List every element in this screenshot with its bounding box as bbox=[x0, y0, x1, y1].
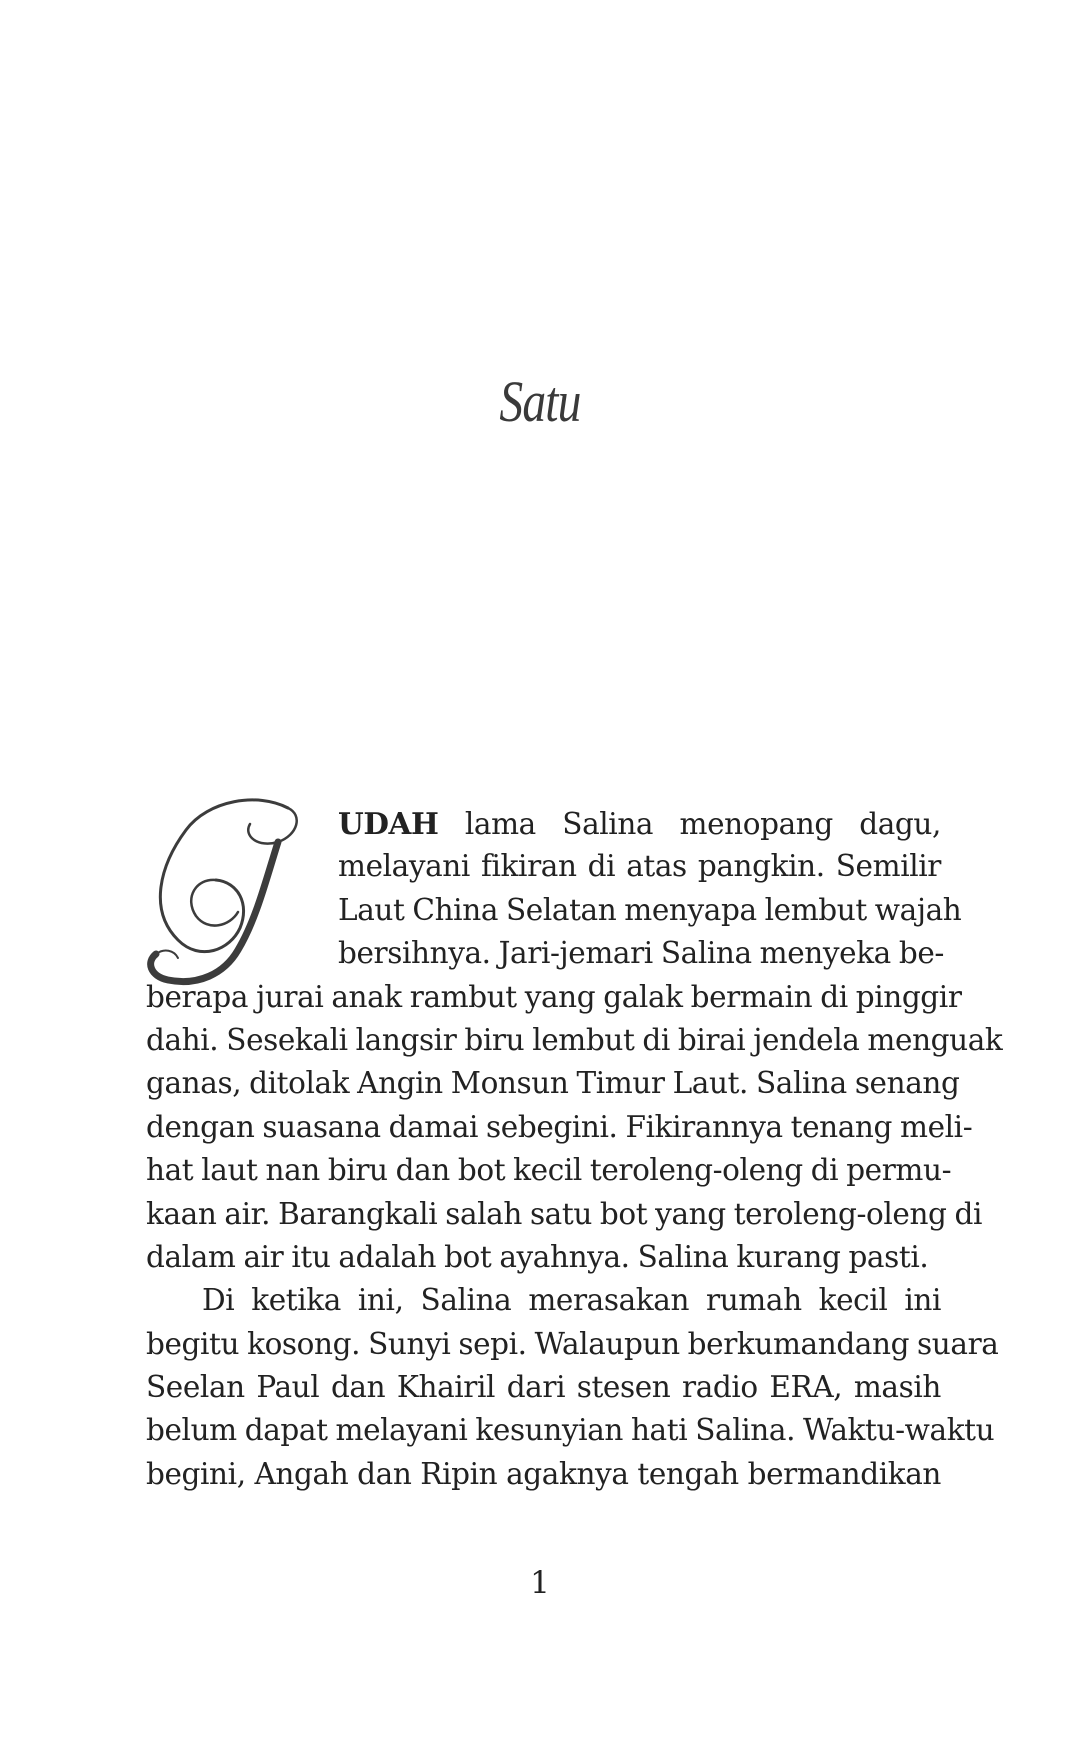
body-text bbox=[146, 802, 1003, 1496]
text-line: dalam air itu adalah bot ayahnya. Salina kurang pasti. bbox=[146, 1239, 929, 1274]
text-line: begini, Angah dan Ripin agaknya tengah bermandikan bbox=[146, 1456, 941, 1491]
text-line: dahi. Sesekali langsir biru lembut di birai jendela menguak bbox=[146, 1022, 1003, 1057]
text-line: bersihnya. Jari-jemari Salina menyeka be- bbox=[338, 936, 944, 971]
chapter-title: Satu bbox=[499, 369, 581, 434]
text-line: hat laut nan biru dan bot kecil teroleng-oleng di permu- bbox=[146, 1153, 952, 1188]
text-line: begitu kosong. Sunyi sepi. Walaupun berkumandang suara bbox=[146, 1326, 999, 1361]
text-fragment: lama Salina menopang dagu, bbox=[464, 807, 941, 841]
text-line: Di ketika ini, Salina merasakan rumah kecil ini bbox=[202, 1283, 941, 1318]
text-line: dengan suasana damai sebegini. Fikirannya tenang meli- bbox=[146, 1109, 973, 1144]
text-line bbox=[338, 802, 941, 845]
text-line: Laut China Selatan menyapa lembut wajah bbox=[338, 892, 962, 927]
lead-word: UDAH bbox=[338, 806, 439, 841]
text-line: kaan air. Barangkali salah satu bot yang teroleng-oleng di bbox=[146, 1196, 983, 1231]
text-line: melayani fikiran di atas pangkin. Semilir bbox=[338, 849, 941, 884]
text-line: belum dapat melayani kesunyian hati Salina. Waktu-waktu bbox=[146, 1413, 995, 1448]
text-line: Seelan Paul dan Khairil dari stesen radio ERA, masih bbox=[146, 1370, 941, 1405]
page-number: 1 bbox=[530, 1565, 550, 1601]
text-line: berapa jurai anak rambut yang galak bermain di pinggir bbox=[146, 979, 962, 1014]
text-line: ganas, ditolak Angin Monsun Timur Laut. Salina senang bbox=[146, 1066, 960, 1101]
